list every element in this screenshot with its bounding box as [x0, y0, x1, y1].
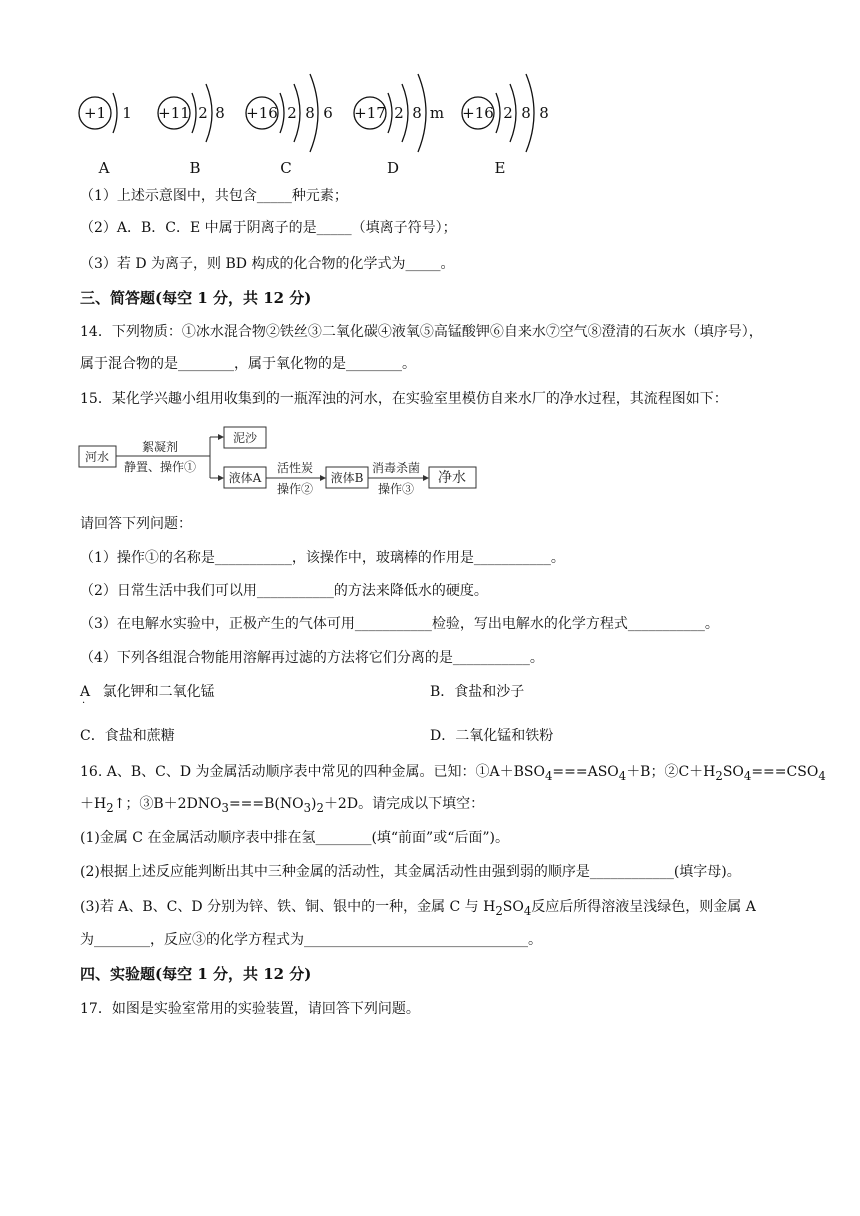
subscript: 2: [106, 800, 114, 815]
flow-liquid-a: 液体A: [228, 471, 262, 485]
q16-sub-1: (1)金属 C 在金属活动顺序表中排在氢________(填“前面”或“后面”)。: [80, 830, 509, 846]
flow-liquid-b: 液体B: [330, 471, 364, 485]
q13-part1: （1）上述示意图中，共包含_____种元素；: [80, 188, 348, 204]
q16-text: ＋2D。请完成以下填空：: [323, 796, 485, 812]
q14-line-2: 属于混合物的是________，属于氧化物的是________。: [80, 356, 416, 372]
section-3-heading: 三、简答题(每空 1 分，共 12 分): [80, 289, 312, 307]
q16-text: ): [311, 796, 317, 812]
q16-sub-2: (2)根据上述反应能判断出其中三种金属的活动性，其金属活动性由强到弱的顺序是____________(填字母)。: [80, 864, 741, 880]
q14-line-1: 14．下列物质：①冰水混合物②铁丝③二氧化碳④液氧⑤高锰酸钾⑥自来水⑦空气⑧澄清的石灰水（填序号），: [80, 324, 763, 340]
atom-a-shell-1: 1: [122, 104, 132, 122]
q16-text: SO: [722, 764, 744, 780]
q16-text: (3)若 A、B、C、D 分别为锌、铁、铜、银中的一种，金属 C 与 H: [80, 899, 496, 915]
atom-d-nucleus: +17: [354, 104, 386, 122]
subscript: 4: [743, 768, 752, 783]
flow-operation-3: 操作③: [377, 482, 415, 496]
atom-e-nucleus: +16: [462, 104, 494, 122]
q15-option-a-letter: A: [80, 684, 91, 700]
atom-b-shell-1: 2: [198, 104, 208, 122]
q15-option-a: [80, 682, 215, 709]
atom-c-shell-3: 6: [323, 104, 333, 122]
flow-disinfection: 消毒杀菌: [371, 461, 421, 475]
q16-sub-3-cont: 为________，反应③的化学方程式为________________________________。: [80, 932, 542, 948]
flow-operation-2: 操作②: [276, 482, 314, 496]
atom-d-label: D: [386, 159, 400, 177]
q13-part2: （2）A．B．C．E 中属于阴离子的是_____（填离子符号）；: [80, 220, 457, 236]
q15-sub-2: （2）日常生活中我们可以用___________的方法来降低水的硬度。: [80, 583, 488, 599]
q15-sub-4: （4）下列各组混合物能用溶解再过滤的方法将它们分离的是___________。: [80, 650, 544, 666]
atom-e-shell-3: 8: [539, 104, 549, 122]
atom-structure-diagrams: [0, 60, 600, 180]
atom-d-shell-2: 8: [412, 104, 422, 122]
q16-text: ===B(NO: [228, 796, 304, 812]
q16-text: SO: [502, 899, 524, 915]
subscript: 3: [221, 800, 229, 815]
section-4-heading: 四、实验题(每空 1 分，共 12 分): [80, 965, 312, 983]
flow-clean-water: 净水: [438, 470, 466, 486]
subscript: 2: [495, 903, 503, 918]
q16-text: ===ASO: [552, 764, 619, 780]
q15-stem: 15．某化学兴趣小组用收集到的一瓶浑浊的河水，在实验室里模仿自来水厂的净水过程，其流程图如下：: [80, 391, 728, 407]
flow-activated-carbon: 活性炭: [276, 461, 314, 475]
atom-a-label: A: [98, 159, 110, 177]
q16-text: ↑；③B＋2DNO: [113, 796, 222, 812]
atom-c-shell-1: 2: [287, 104, 297, 122]
q16-line-2: [80, 794, 484, 818]
option-a-dot: ·: [82, 698, 86, 709]
flow-river-water: 河水: [84, 450, 110, 464]
atom-b-nucleus: +11: [158, 104, 190, 122]
q15-option-b: B．食盐和沙子: [430, 684, 525, 700]
q15-option-d: D．二氧化锰和铁粉: [430, 728, 554, 744]
atom-d-shell-1: 2: [394, 104, 404, 122]
subscript: 4: [818, 768, 826, 783]
q16-text: 16. A、B、C、D 为金属活动顺序表中常见的四种金属。已知：①A＋BSO: [80, 764, 545, 780]
subscript: 3: [303, 800, 312, 815]
q16-sub-3: [80, 897, 756, 921]
q15-sub-1: （1）操作①的名称是___________，该操作中，玻璃棒的作用是___________。: [80, 550, 565, 566]
q15-sub-3: （3）在电解水实验中，正极产生的气体可用___________检验，写出电解水的化学方程式___________。: [80, 616, 719, 632]
atom-b-label: B: [189, 159, 201, 177]
q16-text: ===CSO: [751, 764, 819, 780]
q17-stem: 17．如图是实验室常用的实验装置，请回答下列问题。: [80, 1001, 420, 1017]
atom-e-shell-2: 8: [521, 104, 531, 122]
q16-text: 反应后所得溶液呈浅绿色，则金属 A: [531, 899, 756, 915]
atom-e-shell-1: 2: [503, 104, 513, 122]
q15-option-c: C．食盐和蔗糖: [80, 728, 175, 744]
subscript: 2: [715, 768, 723, 783]
atom-d-shell-3: m: [429, 104, 445, 122]
q16-line-1: [80, 762, 826, 786]
subscript: 2: [316, 800, 324, 815]
water-purification-flowchart: [76, 422, 486, 502]
q15-option-a-text: 氯化钾和二氧化锰: [102, 684, 215, 700]
q15-prompt: 请回答下列问题：: [80, 516, 192, 532]
q16-text: ＋B；②C＋H: [626, 764, 716, 780]
flow-flocculant: 絮凝剂: [141, 440, 179, 454]
atom-e-label: E: [494, 159, 506, 177]
atom-c-shell-2: 8: [305, 104, 315, 122]
subscript: 4: [544, 768, 553, 783]
atom-a-nucleus: +1: [83, 104, 107, 122]
q16-text: ＋H: [80, 796, 107, 812]
atom-b-shell-2: 8: [215, 104, 225, 122]
flow-operation-1: 静置、操作①: [123, 460, 197, 474]
atom-c-label: C: [280, 159, 292, 177]
subscript: 4: [618, 768, 627, 783]
q13-part3: （3）若 D 为离子，则 BD 构成的化合物的化学式为_____。: [80, 256, 455, 272]
subscript: 4: [523, 903, 532, 918]
atom-c-nucleus: +16: [246, 104, 278, 122]
flow-sediment: 泥沙: [232, 431, 258, 445]
